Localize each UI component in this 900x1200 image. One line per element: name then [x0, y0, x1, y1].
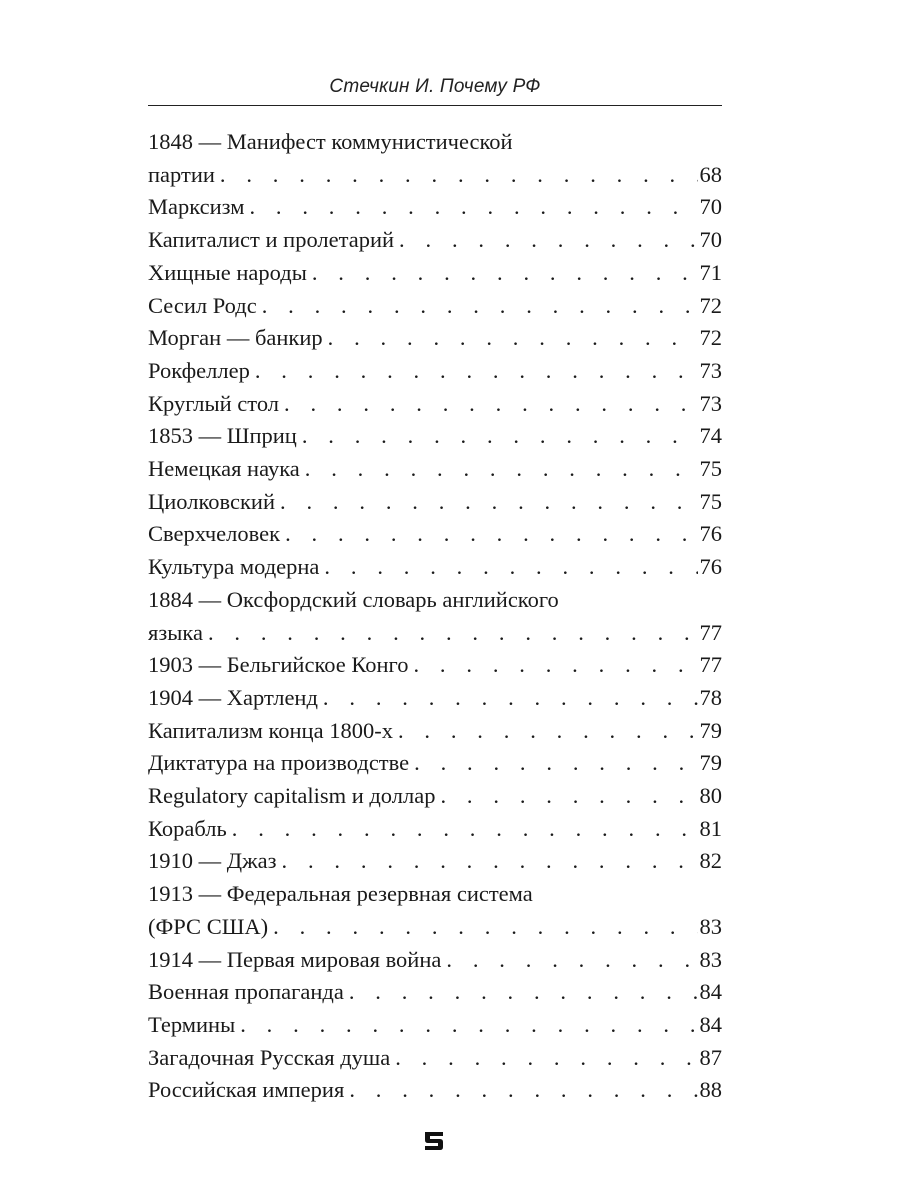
toc-entry-first-line [148, 126, 722, 159]
dot-leader [435, 780, 697, 813]
toc-page-number: 78 [699, 684, 722, 710]
toc-page-number: 88 [699, 1077, 722, 1103]
toc-entry[interactable] [148, 878, 722, 943]
toc-entry[interactable] [148, 420, 722, 453]
toc-entry-title: (ФРС США) [148, 913, 269, 939]
dot-leader [394, 224, 697, 257]
toc-entry-title: Марксизм [148, 194, 245, 220]
toc-page-number: 83 [699, 913, 722, 939]
table-of-contents [148, 126, 722, 1107]
toc-page-number: 70 [699, 194, 722, 220]
toc-entry-title: Морган — банкир [148, 325, 323, 351]
toc-entry-title: Диктатура на производстве [148, 750, 410, 776]
toc-page-number: 84 [699, 979, 722, 1005]
toc-entry-title: Рокфеллер [148, 357, 250, 383]
dot-leader [297, 420, 698, 453]
toc-page-number: 75 [699, 488, 722, 514]
dot-leader [344, 976, 698, 1009]
running-head: Стечкин И. Почему РФ [329, 76, 541, 97]
publisher-logo-icon [423, 1130, 445, 1152]
toc-page-number: 81 [699, 815, 722, 841]
toc-entry[interactable] [148, 551, 722, 584]
toc-entry[interactable] [148, 780, 722, 813]
toc-entry-first-line [148, 878, 722, 911]
toc-page-number: 68 [699, 161, 722, 187]
toc-entry[interactable] [148, 486, 722, 519]
dot-leader [268, 911, 697, 944]
dot-leader [244, 191, 697, 224]
toc-entry-title: Круглый стол [148, 390, 280, 416]
dot-leader [408, 649, 697, 682]
toc-entry[interactable] [148, 715, 722, 748]
toc-entry-title: Капитализм конца 1800-х [148, 717, 393, 743]
toc-page-number: 73 [699, 390, 722, 416]
dot-leader [441, 944, 697, 977]
toc-entry[interactable] [148, 584, 722, 649]
toc-entry[interactable] [148, 747, 722, 780]
dot-leader [257, 290, 698, 323]
toc-entry-title-line1: 1884 — Оксфордский словарь английского [148, 586, 559, 612]
toc-page-number: 84 [699, 1011, 722, 1037]
toc-entry-first-line [148, 584, 722, 617]
toc-entry-title: Капиталист и пролетарий [148, 227, 395, 253]
dot-leader [235, 1009, 697, 1042]
toc-page-number: 76 [699, 554, 722, 580]
toc-entry[interactable] [148, 322, 722, 355]
toc-entry[interactable] [148, 813, 722, 846]
header-rule [148, 105, 722, 106]
toc-entry[interactable] [148, 224, 722, 257]
toc-entry[interactable] [148, 1009, 722, 1042]
dot-leader [318, 682, 698, 715]
toc-entry-title: Военная пропаганда [148, 979, 344, 1005]
toc-page-number: 77 [699, 619, 722, 645]
toc-entry[interactable] [148, 682, 722, 715]
toc-entry[interactable] [148, 191, 722, 224]
toc-page-number: 76 [699, 521, 722, 547]
toc-entry[interactable] [148, 290, 722, 323]
toc-entry[interactable] [148, 453, 722, 486]
toc-entry-title-line1: 1848 — Манифест коммунистической [148, 129, 513, 154]
dot-leader [203, 617, 698, 650]
toc-page-number: 87 [699, 1044, 722, 1070]
toc-page-number: 72 [699, 292, 722, 318]
toc-entry-title-line1: 1913 — Федеральная резервная система [148, 881, 533, 907]
dot-leader [344, 1074, 697, 1107]
dot-leader [279, 388, 697, 421]
toc-page-number: 72 [699, 325, 722, 351]
toc-page-number: 77 [699, 652, 722, 678]
dot-leader [319, 551, 697, 584]
dot-leader [409, 747, 697, 780]
toc-entry[interactable] [148, 944, 722, 977]
toc-page-number: 73 [699, 357, 722, 383]
toc-entry-title: партии [148, 161, 215, 187]
toc-page-number: 82 [699, 848, 722, 874]
dot-leader [393, 715, 698, 748]
toc-entry-title: Немецкая наука [148, 456, 300, 482]
toc-entry[interactable] [148, 355, 722, 388]
toc-entry[interactable] [148, 1042, 722, 1075]
dot-leader [280, 518, 697, 551]
toc-entry-title: 1910 — Джаз [148, 848, 277, 874]
dot-leader [250, 355, 698, 388]
toc-entry[interactable] [148, 845, 722, 878]
toc-page-number: 79 [699, 717, 722, 743]
toc-page-number: 70 [699, 227, 722, 253]
toc-entry[interactable] [148, 257, 722, 290]
toc-entry-title: Загадочная Русская душа [148, 1044, 391, 1070]
toc-entry-title: Regulatory capitalism и доллар [148, 783, 436, 809]
toc-entry-title: Хищные народы [148, 259, 307, 285]
toc-entry[interactable] [148, 649, 722, 682]
toc-page-number: 80 [699, 783, 722, 809]
toc-entry[interactable] [148, 126, 722, 191]
toc-entry-title: 1914 — Первая мировая война [148, 946, 442, 972]
toc-entry-title: 1903 — Бельгийское Конго [148, 652, 409, 678]
dot-leader [227, 813, 698, 846]
toc-entry[interactable] [148, 1074, 722, 1107]
dot-leader [215, 159, 698, 192]
toc-entry-title: Термины [148, 1011, 236, 1037]
toc-entry[interactable] [148, 518, 722, 551]
toc-entry-title: 1853 — Шприц [148, 423, 297, 449]
toc-entry-title: языка [148, 619, 203, 645]
toc-entry-title: Российская империя [148, 1077, 345, 1103]
dot-leader [390, 1042, 697, 1075]
toc-page-number: 71 [699, 259, 722, 285]
toc-entry-title: Сверхчеловек [148, 521, 281, 547]
dot-leader [277, 845, 698, 878]
toc-entry-title: Сесил Родс [148, 292, 257, 318]
toc-entry-title: Корабль [148, 815, 227, 841]
dot-leader [300, 453, 698, 486]
toc-page-number: 75 [699, 456, 722, 482]
toc-entry[interactable] [148, 388, 722, 421]
toc-entry-title: 1904 — Хартленд [148, 684, 318, 710]
toc-entry-title: Культура модерна [148, 554, 320, 580]
toc-page-number: 79 [699, 750, 722, 776]
dot-leader [275, 486, 697, 519]
dot-leader [307, 257, 698, 290]
toc-page-number: 74 [699, 423, 722, 449]
toc-page-number: 83 [699, 946, 722, 972]
dot-leader [323, 322, 698, 355]
toc-entry-title: Циолковский [148, 488, 276, 514]
toc-entry[interactable] [148, 976, 722, 1009]
